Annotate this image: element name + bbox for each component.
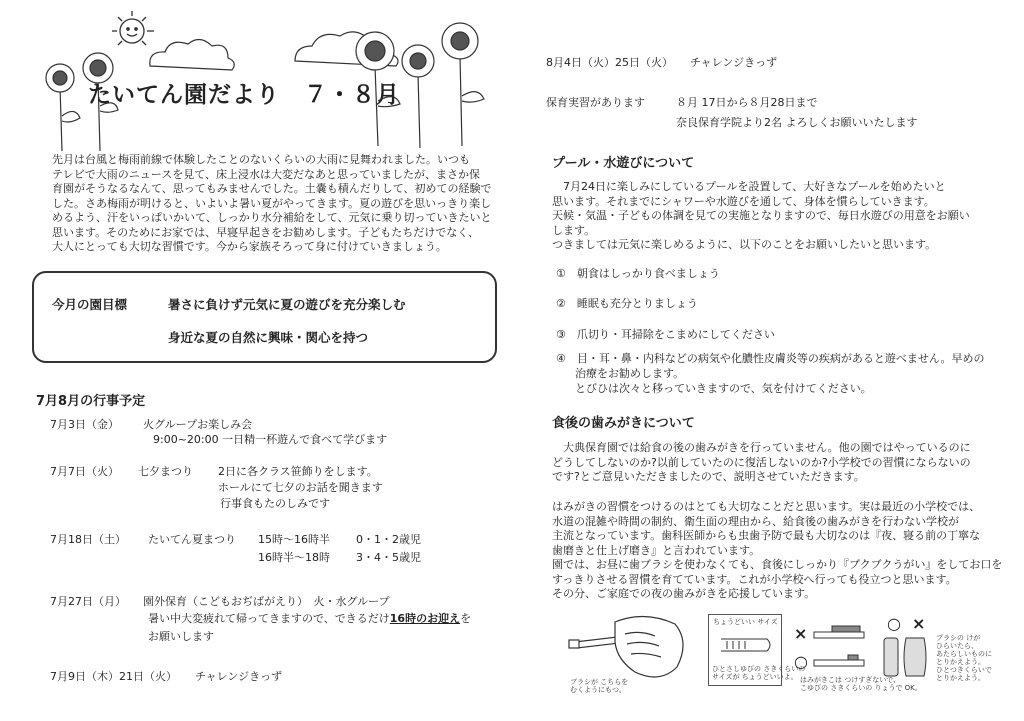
bristle-caption-line: ブラシの けが bbox=[936, 634, 981, 642]
event-ages: 0・1・2歳児 bbox=[356, 533, 421, 546]
event-detail-text: を bbox=[460, 612, 472, 625]
practicum-label: 保育実習があります bbox=[546, 96, 645, 109]
sunflower-icon bbox=[402, 45, 434, 148]
event-name: 七夕まつり bbox=[138, 465, 193, 478]
pickup-time-emphasis: 16時のお迎え bbox=[389, 612, 461, 625]
event-detail: 2日に各クラス笹飾りをします。 bbox=[218, 465, 378, 478]
grip-caption-line: ブラシが こちらを bbox=[570, 678, 629, 686]
teeth-line: 歯磨きと仕上げ磨き』と言われています。 bbox=[552, 543, 761, 557]
pool-item: ④ 目・耳・鼻・内科などの病気や化膿性皮膚炎等の疾病があると遊べません。早めの bbox=[556, 352, 985, 365]
intro-line: 思います。そのためにお家では、早寝早起きをお勧めします。子どもたちだけでなく、 bbox=[52, 225, 480, 239]
cross-icon: × bbox=[912, 614, 926, 633]
event-time: 16時半～18時 bbox=[258, 551, 330, 564]
bristle-caption-line: あたらしいものに bbox=[936, 650, 992, 658]
teeth-line: その分、ご家庭での夜の歯みがきを応援しています。 bbox=[552, 587, 816, 600]
grip-caption bbox=[570, 678, 628, 694]
bristle-caption-line: とりかえよう。 bbox=[936, 674, 985, 682]
size-illustration bbox=[708, 614, 806, 686]
bristle-caption-line: ひらいたら、 bbox=[936, 642, 978, 650]
pool-line: します。 bbox=[552, 223, 596, 237]
intro-line: 大人にとっても大切な習慣です。今から家族そろって身に付けていきましょう。 bbox=[52, 240, 447, 253]
teeth-line: 大典保育園では給食の後の歯みがきを行っていません。他の園ではやっているのに bbox=[552, 441, 971, 454]
paste-caption-line: はみがきこは つけすぎないで、 bbox=[800, 676, 901, 684]
teeth-line: どうしてしないのか?以前していたのに復活しないのか?小学校での習慣にならないの bbox=[552, 455, 971, 469]
bristle-caption-line: ひとつきくらいで bbox=[936, 666, 992, 674]
bristle-caption bbox=[936, 634, 992, 682]
goal-line-1: 暑さに負けず元気に夏の遊びを充分楽しむ bbox=[168, 297, 406, 312]
event-detail: ホールにて七夕のお話を聞きます bbox=[218, 481, 383, 494]
teeth-line: はみがきの習慣をつけるのはとても大切なことだと思います。実は最近の小学校では、 bbox=[552, 500, 981, 513]
teeth-line: 園では、お昼に歯ブラシを使わなくても、食後にしっかり『ブクブクうがい』をしてお口を bbox=[552, 558, 1003, 571]
event-name: 火グループお楽しみ会 bbox=[143, 418, 253, 431]
challenge-date: 8月4日（火）25日（火） bbox=[546, 56, 673, 69]
event-detail-text: 暑い中大変疲れて帰ってきますので、できるだけ bbox=[148, 612, 390, 625]
teeth-paragraph-2 bbox=[552, 500, 1002, 602]
teeth-line: 水道の混雑や時間の制約、衛生面の理由から、給食後の歯みがきを行わない学校が bbox=[552, 514, 959, 528]
size-caption-line: サイズが ちょうどいいよ。 bbox=[712, 673, 798, 681]
event-ages: 3・4・5歳児 bbox=[356, 551, 421, 564]
cross-icon: × bbox=[794, 624, 808, 643]
size-title: ちょうどいい サイズ bbox=[713, 618, 778, 626]
size-caption-line: ひとさしゆびの さきくらいの bbox=[712, 665, 806, 673]
monthly-goals-box bbox=[32, 271, 497, 363]
pool-line: つきましては元気に楽しめるように、以下のことをお願いしたいと思います。 bbox=[552, 238, 937, 251]
sun-icon bbox=[112, 11, 154, 45]
goal-line-2: 身近な夏の自然に興味・関心を持つ bbox=[168, 330, 369, 345]
practicum-period: ８月 17日から８月28日まで bbox=[676, 96, 818, 109]
event-date: 7月9日（木）21日（火） bbox=[50, 670, 177, 683]
event-name: チャレンジきっず bbox=[195, 670, 283, 683]
toothpaste-amount-icon bbox=[812, 622, 870, 672]
event-date: 7月7日（火） bbox=[50, 465, 119, 478]
bristle-caption-line: とりかえよう。 bbox=[936, 658, 985, 666]
sunflower-icon bbox=[46, 64, 80, 151]
intro-line: 先月は台風と梅雨前線で体験したことのないくらいの大雨に見舞われました。いつも bbox=[52, 153, 470, 166]
intro-line: テレビで大雨のニュースを見て、床上浸水は大変だなあと思っていましたが、まさか保 bbox=[52, 167, 481, 181]
teeth-paragraph-1 bbox=[552, 441, 971, 485]
pool-item-continued: とびひは次々と移っていきますので、気を付けてください。 bbox=[575, 382, 872, 395]
event-detail: お願いします bbox=[148, 630, 214, 643]
bristle-comparison-icon bbox=[880, 634, 930, 684]
intro-line: 育園がそうなるなんて、思ってもみませんでした。土嚢も積んだりして、初めての経験で bbox=[52, 182, 492, 195]
newsletter-title: たいてん園だより ７・８月 bbox=[88, 82, 400, 108]
schedule-heading: 7月8月の行事予定 bbox=[36, 394, 146, 409]
event-name: 園外保育（こどもおぢばがえり） 火・水グループ bbox=[143, 595, 390, 608]
event-date: 7月3日（金） bbox=[50, 418, 119, 431]
event-date: 7月27日（月） bbox=[50, 595, 126, 608]
pool-item: ② 睡眠も充分とりましょう bbox=[556, 297, 698, 310]
circle-icon: ○ bbox=[887, 614, 901, 633]
event-name: たいてん夏まつり bbox=[148, 533, 236, 546]
teeth-line: すっきりさせる習慣を育てています。これが小学校へ行っても役立つと思います。 bbox=[552, 572, 957, 586]
circle-icon: ○ bbox=[794, 652, 808, 671]
pool-line: 思います。それまでにシャワーや水遊びを通して、身体を慣らしていきます。 bbox=[552, 194, 935, 208]
practicum-school: 奈良保育学院より2名 よろしくお願いいたします bbox=[676, 116, 918, 129]
teeth-line: 主流となっています。歯科医師からも虫歯予防で最も大切なのは『夜、寝る前の丁寧な bbox=[552, 529, 981, 542]
pool-item-continued: 治療をお勧めします。 bbox=[575, 367, 685, 380]
teeth-line: です?とご意見いただきましたので、説明させていただきます。 bbox=[552, 470, 865, 483]
teeth-heading: 食後の歯みがきについて bbox=[552, 416, 695, 431]
pool-item: ① 朝食はしっかり食べましょう bbox=[556, 267, 720, 280]
pool-paragraph bbox=[552, 180, 970, 253]
pool-line: 7月24日に楽しみにしているプールを設置して、大好きなプールを始めたいと bbox=[552, 180, 946, 193]
sunflower-icon bbox=[442, 23, 484, 146]
grip-caption-line: むくようにもつ。 bbox=[570, 686, 626, 694]
event-detail: 行事食もたのしみです bbox=[220, 497, 330, 510]
intro-paragraph bbox=[52, 153, 492, 255]
pool-item: ③ 爪切り・耳掃除をこまめにしてください bbox=[556, 328, 775, 341]
event-detail: 9:00~20:00 一日精一杯遊んで食べて学びます bbox=[153, 433, 388, 446]
intro-line: した。さあ梅雨が明けると、いよいよ暑い夏がやってきます。夏の遊びを思いっきり楽し bbox=[52, 196, 492, 210]
finger-size-icon bbox=[717, 631, 775, 661]
event-time: 15時～16時半 bbox=[258, 533, 330, 546]
challenge-name: チャレンジきっず bbox=[690, 56, 778, 69]
goals-label: 今月の園目標 bbox=[52, 297, 128, 312]
intro-line: めるよう、汗をいっぱいかいて、しっかり水分補給をして、元気に乗り切っていきたいと bbox=[52, 211, 492, 224]
event-detail bbox=[148, 612, 471, 627]
paste-caption-line: こゆびの さきくらいの りょうで OK。 bbox=[800, 684, 922, 692]
size-caption bbox=[712, 665, 805, 681]
pool-heading: プール・水遊びについて bbox=[552, 156, 695, 171]
pool-line: 天候・気温・子どもの体調を見ての実施となりますので、毎日水遊びの用意をお願い bbox=[552, 209, 970, 222]
event-date: 7月18日（土） bbox=[50, 533, 126, 546]
